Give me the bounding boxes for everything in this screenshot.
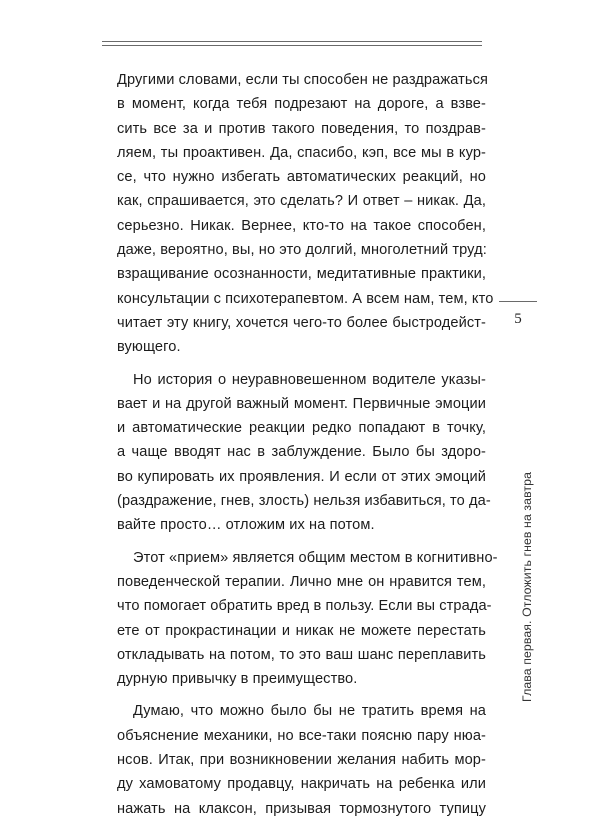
text-line: ете от прокрастинации и никак не можете перестать: [117, 622, 486, 639]
page-number-rule: [499, 301, 537, 302]
text-line: консультации с психотерапевтом. А всем нам, тем, кто: [117, 290, 494, 307]
text-line: Этот «прием» является общим местом в когнитивно-: [133, 549, 498, 566]
text-line: что помогает обратить вред в пользу. Если вы страда-: [117, 598, 492, 615]
paragraph-3: [117, 546, 498, 692]
paragraph-2: [117, 368, 491, 538]
header-rule-top: [102, 41, 482, 42]
text-line: даже, вероятно, вы, но это долгий, многолетний труд:: [117, 242, 487, 259]
text-line: откладывать на потом, то это ваш шанс переплавить: [117, 646, 486, 663]
text-line: объяснение механики, но все-таки поясню пару нюа-: [117, 727, 486, 744]
text-line: вайте просто… отложим их на потом.: [117, 517, 375, 534]
text-line: Другими словами, если ты способен не раздражаться: [117, 72, 488, 88]
paragraph-4: [117, 699, 486, 820]
text-line: во купировать их проявления. И если от этих эмоций: [117, 468, 486, 485]
text-line: в момент, когда тебя подрезают на дороге, а взве-: [117, 96, 486, 113]
running-head: Глава первая. Отложить гнев на завтра: [520, 471, 534, 702]
text-line: взращивание осознанности, медитативные практики,: [117, 266, 486, 283]
body-text: [117, 68, 498, 829]
text-line: (раздражение, гнев, злость) нельзя избавиться, то да-: [117, 493, 491, 510]
text-line: дурную привычку в преимущество.: [117, 671, 358, 688]
text-line: а чаще вводят нас в заблуждение. Было бы здоро-: [117, 444, 486, 461]
text-line: и автоматические реакции редко попадают в точку,: [117, 420, 486, 437]
text-line: вает и на другой важный момент. Первичные эмоции: [117, 395, 486, 412]
text-line: нсов. Итак, при возникновении желания набить мор-: [117, 752, 486, 769]
text-line: сить все за и против такого поведения, то поздрав-: [117, 120, 486, 137]
text-line: нажать на клаксон, призывая тормознутого тупицу: [117, 800, 486, 817]
text-line: вующего.: [117, 339, 181, 356]
text-line: се, что нужно избегать автоматических реакций, но: [117, 169, 486, 186]
text-line: Но история о неуравновешенном водителе указы-: [133, 371, 486, 388]
text-line: как, спрашивается, это сделать? И ответ – никак. Да,: [117, 193, 486, 210]
text-line: Думаю, что можно было бы не тратить время на: [133, 703, 486, 720]
text-line: ду хамоватому продавцу, накричать на ребенка или: [117, 776, 486, 793]
text-line: читает эту книгу, хочется чего-то более быстродейст-: [117, 314, 486, 331]
header-rule-bottom: [102, 45, 482, 46]
text-line: поведенческой терапии. Лично мне он нравится тем,: [117, 573, 486, 590]
text-line: серьезно. Никак. Вернее, кто-то на такое способен,: [117, 217, 486, 234]
page-number: 5: [514, 311, 522, 327]
text-line: ляем, ты проактивен. Да, спасибо, кэп, все мы в кур-: [117, 144, 486, 161]
paragraph-1: [117, 68, 494, 360]
